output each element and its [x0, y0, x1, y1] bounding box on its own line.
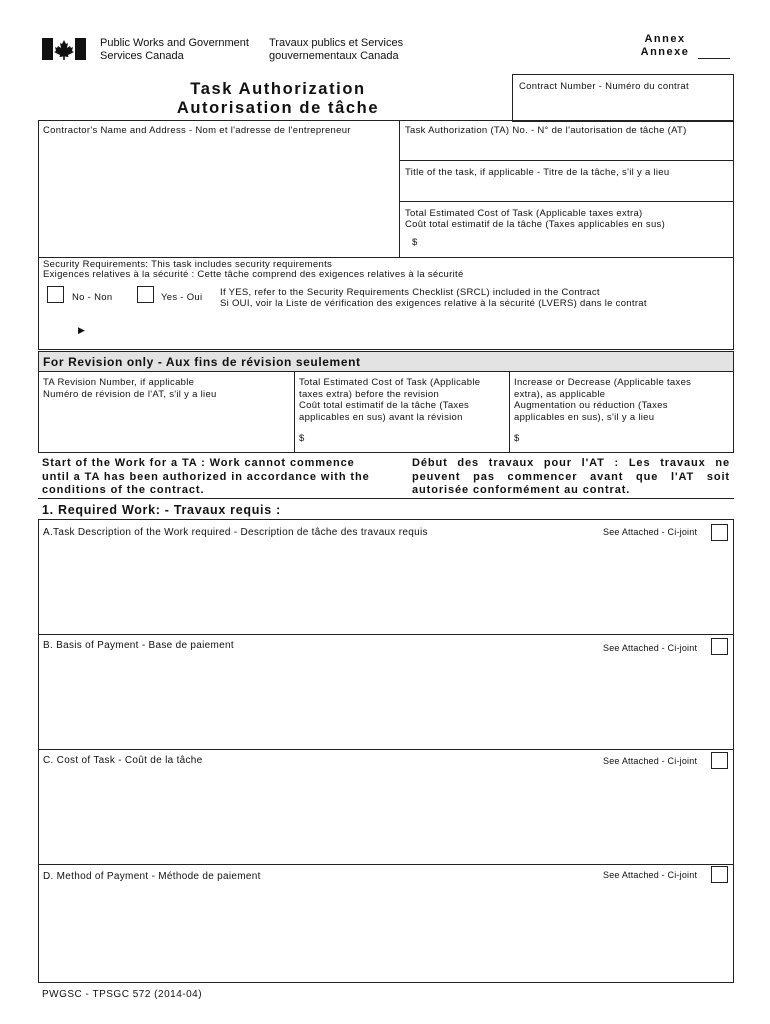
- contractor-label: Contractor's Name and Address - Nom et l'adresse de l'entrepreneur: [43, 125, 351, 136]
- section-c-label: C. Cost of Task - Coût de la tâche: [43, 755, 203, 766]
- security-yes-checkbox[interactable]: [137, 286, 154, 303]
- increase-decrease-l2: extra), as applicable: [514, 388, 606, 400]
- dept-fr-line2: gouvernementaux Canada: [269, 49, 399, 62]
- revision-col3[interactable]: [514, 377, 691, 423]
- security-note-en: If YES, refer to the Security Requirements Checklist (SRCL) included in the Contract: [220, 287, 600, 298]
- revision-divider-2: [509, 371, 510, 453]
- section-b-field[interactable]: [40, 658, 732, 747]
- pre-revision-cost-l1: Total Estimated Cost of Task (Applicable: [299, 377, 481, 388]
- see-attached-checkbox-a[interactable]: [711, 524, 728, 541]
- security-note-fr: Si OUI, voir la Liste de vérification des exigences relative à la sécurité (LVERS) dans le contrat: [220, 298, 647, 309]
- section-d-field[interactable]: [40, 886, 732, 981]
- revision-number-label-en: TA Revision Number, if applicable: [43, 377, 195, 388]
- see-attached-label-c: See Attached - Ci-joint: [603, 756, 698, 766]
- triangle-marker-icon: ▶: [78, 325, 85, 335]
- notice-divider: [38, 498, 734, 499]
- security-yes-label: Yes - Oui: [161, 292, 203, 303]
- revision-divider-1: [294, 371, 295, 453]
- revision-col2[interactable]: [299, 377, 480, 423]
- section-divider-cd: [38, 864, 734, 865]
- revision-heading-bar: [38, 351, 734, 372]
- task-title-label: Title of the task, if applicable - Titre de la tâche, s'il y a lieu: [405, 167, 670, 178]
- revision-col1[interactable]: [43, 377, 217, 400]
- security-no-checkbox[interactable]: [47, 286, 64, 303]
- increase-decrease-l3: Augmentation ou réduction (Taxes: [514, 400, 668, 411]
- pre-revision-dollar: $: [299, 433, 305, 444]
- total-cost-label-fr: Coût total estimatif de la tâche (Taxes applicables en sus): [405, 219, 666, 230]
- total-cost-dollar: $: [412, 237, 418, 248]
- required-work-heading: 1. Required Work: - Travaux requis :: [42, 503, 281, 517]
- title-en: Task Authorization: [190, 80, 366, 98]
- see-attached-checkbox-c[interactable]: [711, 752, 728, 769]
- notice-fr-l3: autorisée conformément au contrat.: [412, 484, 631, 496]
- divider-h2: [399, 201, 734, 202]
- contract-number-label: Contract Number - Numéro du contrat: [519, 81, 689, 92]
- notice-en-l3: conditions of the contract.: [42, 484, 205, 496]
- dept-fr-line1: Travaux publics et Services: [269, 37, 404, 49]
- increase-decrease-l4: applicables en sus), s'il y a lieu: [514, 411, 655, 423]
- annex-label: [630, 33, 700, 59]
- department-name-fr: [269, 37, 403, 62]
- total-cost-label-en: Total Estimated Cost of Task (Applicable taxes extra): [405, 208, 643, 219]
- security-line-fr: Exigences relatives à la sécurité : Cette tâche comprend des exigences relatives à la sécurité: [43, 269, 464, 280]
- see-attached-label-d: See Attached - Ci-joint: [603, 870, 698, 880]
- task-title-field[interactable]: [401, 180, 732, 200]
- security-line-en: Security Requirements: This task includes security requirements: [43, 259, 333, 270]
- increase-decrease-dollar: $: [514, 433, 520, 444]
- section-c-field[interactable]: [40, 772, 732, 862]
- notice-en-l2: until a TA has been authorized in accordance with the: [42, 470, 370, 483]
- dept-en-line1: Public Works and Government: [100, 37, 249, 49]
- form-id-footer: PWGSC - TPSGC 572 (2014-04): [42, 989, 203, 1000]
- see-attached-label-b: See Attached - Ci-joint: [603, 643, 698, 653]
- ta-number-field[interactable]: [401, 138, 732, 159]
- total-cost-field[interactable]: [422, 234, 732, 254]
- notice-fr-l1: Début des travaux pour l'AT : Les travaux ne: [412, 457, 730, 469]
- section-a-label: A.Task Description of the Work required - Description de tâche des travaux requis: [43, 527, 428, 538]
- pre-revision-cost-l2: taxes extra) before the revision: [299, 388, 440, 400]
- section-b-label: B. Basis of Payment - Base de paiement: [43, 640, 234, 651]
- annex-en: Annex: [644, 33, 686, 45]
- contract-number-field[interactable]: [512, 74, 734, 122]
- annex-fr: Annexe: [640, 46, 690, 58]
- ta-number-label: Task Authorization (TA) No. - N° de l'autorisation de tâche (AT): [405, 125, 687, 136]
- notice-fr-l2: peuvent pas commencer avant que l'AT soit: [412, 470, 730, 483]
- revision-heading: For Revision only - Aux fins de révision seulement: [43, 355, 361, 369]
- increase-decrease-l1: Increase or Decrease (Applicable taxes: [514, 377, 692, 388]
- security-no-label: No - Non: [72, 292, 113, 303]
- divider-h1: [399, 160, 734, 161]
- see-attached-checkbox-d[interactable]: [711, 866, 728, 883]
- section-d-label: D. Method of Payment - Méthode de paiement: [43, 871, 261, 882]
- pre-revision-cost-l3: Coût total estimatif de la tâche (Taxes: [299, 400, 470, 411]
- divider-vertical: [399, 120, 400, 257]
- contractor-field[interactable]: [40, 138, 397, 255]
- see-attached-label-a: See Attached - Ci-joint: [603, 527, 698, 537]
- title-fr: Autorisation de tâche: [176, 99, 380, 117]
- page-title: [160, 80, 396, 118]
- start-work-notice-en: [42, 457, 392, 498]
- pre-revision-cost-l4: applicables en sus) avant la révision: [299, 411, 463, 423]
- annex-number-line[interactable]: [698, 58, 730, 59]
- start-work-notice-fr: [412, 457, 730, 498]
- department-name-en: [100, 37, 249, 62]
- revision-number-label-fr: Numéro de révision de l'AT, s'il y a lieu: [43, 388, 217, 400]
- section-divider-bc: [38, 749, 734, 750]
- section-a-field[interactable]: [40, 544, 732, 632]
- see-attached-checkbox-b[interactable]: [711, 638, 728, 655]
- section-divider-ab: [38, 634, 734, 635]
- notice-en-l1: Start of the Work for a TA : Work cannot commence: [42, 457, 355, 469]
- dept-en-line2: Services Canada: [100, 49, 184, 62]
- divider-h3: [38, 257, 734, 258]
- canada-flag-icon: [42, 38, 86, 60]
